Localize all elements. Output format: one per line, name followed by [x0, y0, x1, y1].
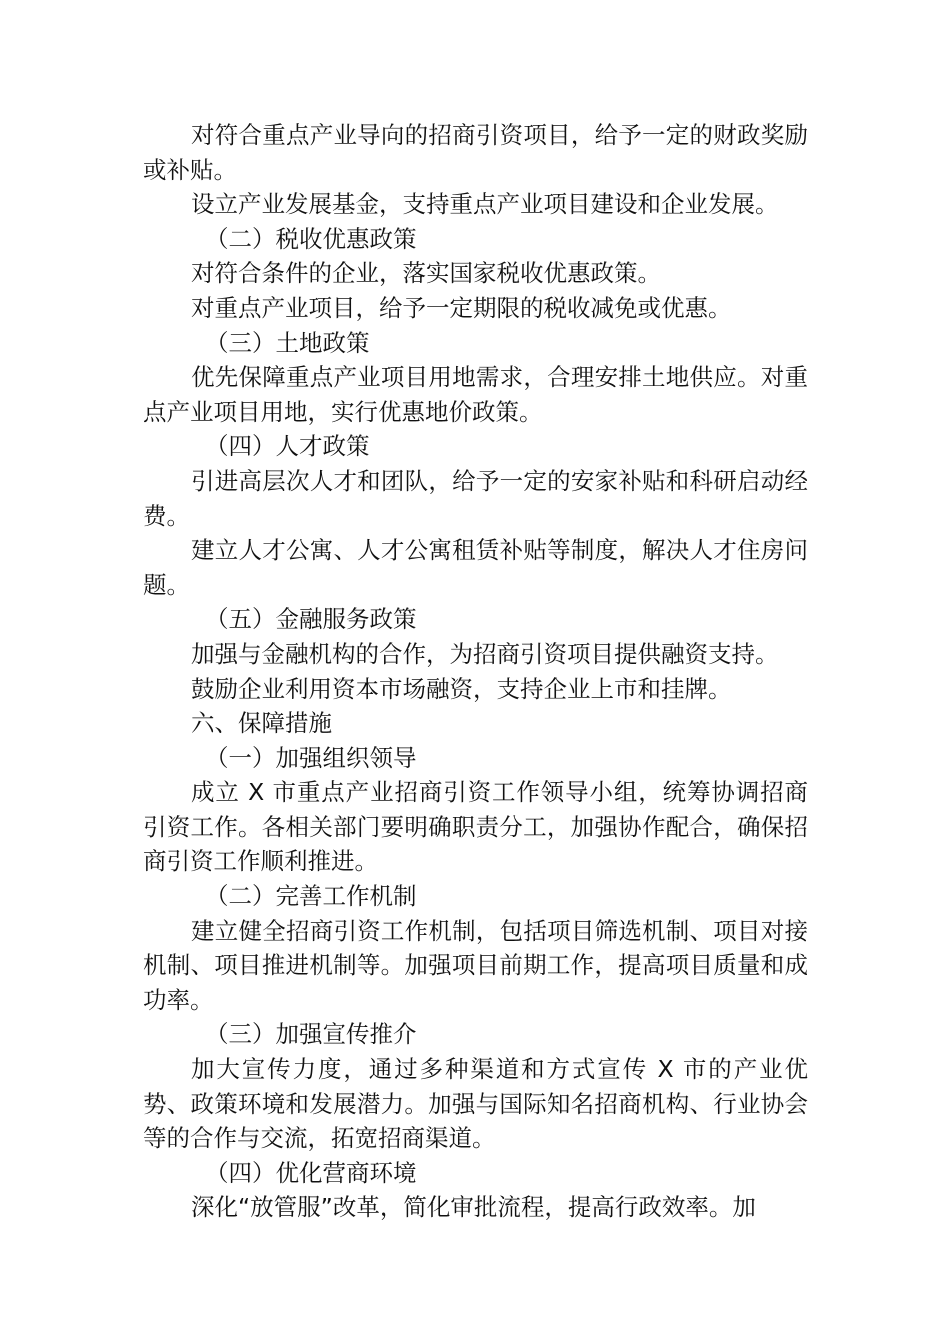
paragraph: 加大宣传力度，通过多种渠道和方式宣传 X 市的产业优势、政策环境和发展潜力。加强与国际知名招商机构、行业协会等的合作与交流，拓宽招商渠道。 — [143, 1055, 808, 1153]
section-heading: （三）土地政策 — [205, 328, 370, 357]
section-heading: （三）加强宣传推介 — [205, 1020, 417, 1049]
paragraph: 加强与金融机构的合作，为招商引资项目提供融资支持。 — [191, 639, 779, 668]
paragraph: 建立人才公寓、人才公寓租赁补贴等制度，解决人才住房问题。 — [143, 536, 808, 599]
paragraph: 设立产业发展基金，支持重点产业项目建设和企业发展。 — [191, 190, 779, 219]
section-heading: （二）完善工作机制 — [205, 882, 417, 911]
section-heading: （五）金融服务政策 — [205, 605, 417, 634]
paragraph: 鼓励企业利用资本市场融资，支持企业上市和挂牌。 — [191, 674, 732, 703]
paragraph: 对重点产业项目，给予一定期限的税收减免或优惠。 — [191, 293, 732, 322]
chapter-heading: 六、保障措施 — [191, 709, 332, 738]
section-heading: （四）人才政策 — [205, 432, 370, 461]
section-heading: （四）优化营商环境 — [205, 1158, 417, 1187]
paragraph: 对符合条件的企业，落实国家税收优惠政策。 — [191, 259, 661, 288]
document-body — [143, 118, 808, 1225]
paragraph: 对符合重点产业导向的招商引资项目，给予一定的财政奖励或补贴。 — [143, 121, 808, 184]
paragraph: 优先保障重点产业项目用地需求，合理安排土地供应。对重点产业项目用地，实行优惠地价政策。 — [143, 363, 808, 426]
paragraph: 深化“放管服”改革，简化审批流程，提高行政效率。加 — [191, 1193, 756, 1222]
section-heading: （一）加强组织领导 — [205, 743, 417, 772]
paragraph: 引进高层次人才和团队，给予一定的安家补贴和科研启动经费。 — [143, 466, 808, 530]
paragraph: 成立 X 市重点产业招商引资工作领导小组，统筹协调招商引资工作。各相关部门要明确职责分工，加强协作配合，确保招商引资工作顺利推进。 — [143, 778, 808, 876]
paragraph: 建立健全招商引资工作机制，包括项目筛选机制、项目对接机制、项目推进机制等。加强项目前期工作，提高项目质量和成功率。 — [143, 916, 808, 1014]
section-heading: （二）税收优惠政策 — [205, 224, 417, 253]
